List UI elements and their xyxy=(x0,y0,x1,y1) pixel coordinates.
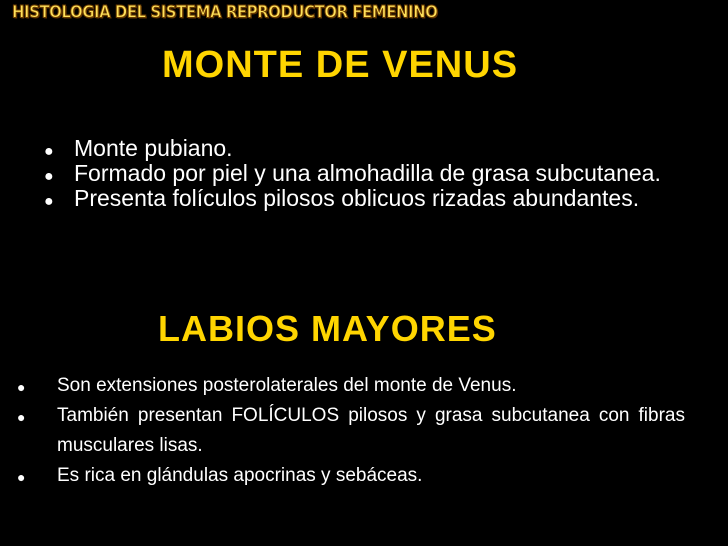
list-item xyxy=(44,160,700,186)
list-item-text: Son extensiones posterolaterales del monte de Venus. xyxy=(57,375,517,396)
list-item-text: Presenta folículos pilosos oblicuos rizadas abundantes. xyxy=(74,185,640,211)
bullet-icon: ● xyxy=(17,409,26,425)
bullet-icon: ● xyxy=(17,379,26,395)
monte-de-venus-list xyxy=(44,135,700,211)
bullet-icon: ● xyxy=(44,193,54,210)
list-item-text: Es rica en glándulas apocrinas y sebáceas. xyxy=(57,465,423,486)
list-item-text: También presentan FOLÍCULOS pilosos y grasa subcutanea con fibras musculares lisas. xyxy=(57,405,685,456)
list-item-text: Monte pubiano. xyxy=(74,135,233,161)
bullet-icon: ● xyxy=(17,469,26,485)
list-item xyxy=(17,401,685,461)
slide-header-banner: HISTOLOGIA DEL SISTEMA REPRODUCTOR FEMENINO xyxy=(12,2,438,22)
labios-mayores-list xyxy=(17,371,685,491)
list-item xyxy=(44,185,700,211)
bullet-icon: ● xyxy=(44,168,54,185)
list-item xyxy=(17,371,685,401)
list-item xyxy=(44,135,700,161)
list-item xyxy=(17,461,685,491)
section-title-monte-de-venus: MONTE DE VENUS xyxy=(162,44,519,86)
bullet-icon: ● xyxy=(44,143,54,160)
section-title-labios-mayores: LABIOS MAYORES xyxy=(158,308,497,349)
list-item-text: Formado por piel y una almohadilla de grasa subcutanea. xyxy=(74,160,661,186)
